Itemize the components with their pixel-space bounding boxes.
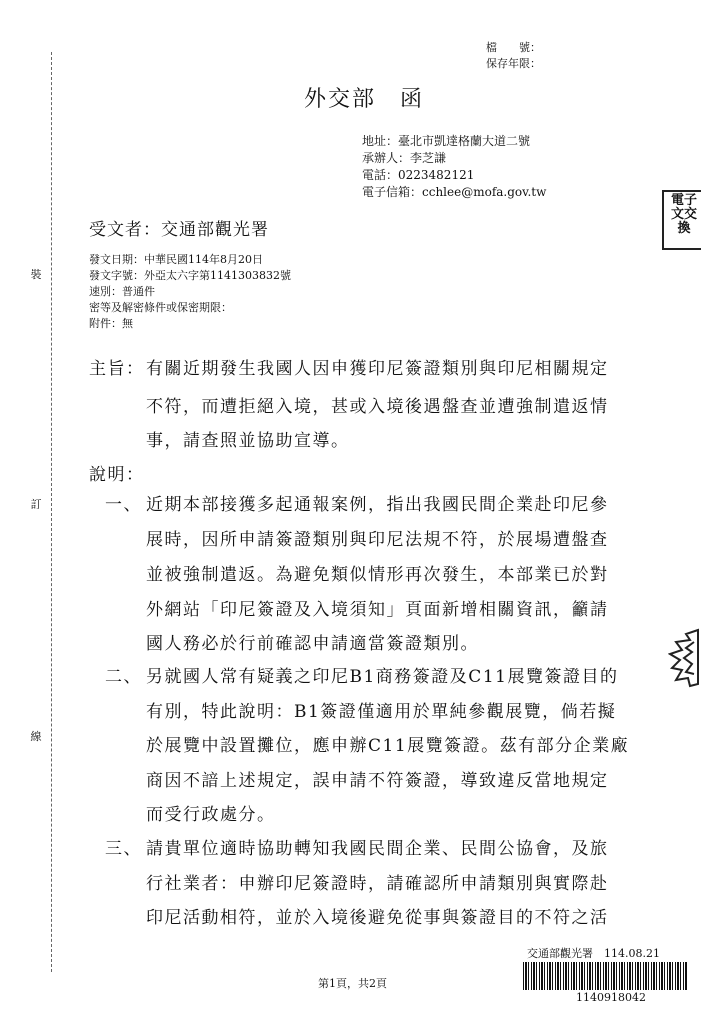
item-2-line-2: 有別，特此說明：B1簽證僅適用於單純參觀展覽，倘若擬 [146, 702, 617, 722]
item-3-number: 三、 [105, 839, 142, 859]
binding-line [51, 52, 52, 972]
item-3-line-2: 行社業者：申辦印尼簽證時，請確認所申請類別與實際赴 [146, 874, 609, 894]
item-2-line-1: 另就國人常有疑義之印尼B1商務簽證及C11展覽簽證目的 [146, 667, 619, 687]
delivery-speed: 速別：普通件 [89, 285, 155, 298]
e-document-stamp: 電子 文交 換 [662, 190, 701, 250]
item-3-line-3: 印尼活動相符，並於入境後避免從事與簽證目的不符之活 [146, 908, 609, 928]
attachment: 附件：無 [89, 317, 133, 330]
file-number-label: 檔 號： [486, 41, 541, 54]
page-number: 第1頁，共2頁 [318, 977, 387, 990]
retention-label: 保存年限： [486, 57, 541, 70]
issue-date: 發文日期：中華民國114年8月20日 [89, 253, 263, 266]
item-1-line-5: 國人務必於行前確認申請適當簽證類別。 [146, 634, 479, 654]
recipient: 受文者：交通部觀光署 [89, 220, 269, 240]
barcode [523, 962, 688, 990]
item-1-line-3: 並被強制遣返。為避免類似情形再次發生，本部業已於對 [146, 565, 609, 585]
item-1-line-1: 近期本部接獲多起通報案例，指出我國民間企業赴印尼參 [146, 495, 609, 515]
security-level: 密等及解密條件或保密期限： [89, 301, 232, 314]
sender-phone: 電話：0223482121 [362, 168, 475, 182]
item-1-line-2: 展時，因所申請簽證類別與印尼法規不符，於展場遭盤查 [146, 530, 609, 550]
item-1-line-4: 外網站「印尼簽證及入境須知」頁面新增相關資訊，籲請 [146, 600, 609, 620]
item-2-line-4: 商因不諳上述規定，誤申請不符簽證，導致違反當地規定 [146, 771, 609, 791]
sender-block [362, 133, 546, 201]
meta-block [89, 252, 291, 332]
subject-line-3: 事，請查照並協助宣導。 [146, 431, 350, 451]
item-2-line-3: 於展覽中設置攤位，應申辦C11展覽簽證。茲有部分企業廠 [146, 736, 630, 756]
subject-line-1: 有關近期發生我國人因申獲印尼簽證類別與印尼相關規定 [146, 359, 609, 379]
sender-email: 電子信箱：cchlee@mofa.gov.tw [362, 185, 547, 199]
margin-mark-xian: 線 [30, 730, 42, 743]
barcode-number: 1140918042 [576, 991, 646, 1004]
margin-mark-ding: 訂 [30, 498, 42, 511]
subject-label: 主旨： [89, 359, 145, 379]
document-number: 發文字號：外亞太六字第1141303832號 [89, 269, 291, 282]
seal-fragment-icon [668, 628, 700, 688]
item-1-number: 一、 [105, 495, 142, 515]
item-2-number: 二、 [105, 667, 142, 687]
item-2-line-5: 而受行政處分。 [146, 805, 276, 825]
sender-address: 地址：臺北市凱達格蘭大道二號 [362, 134, 531, 148]
receipt-stamp: 交通部觀光署 114.08.21 [527, 947, 660, 960]
subject-line-2: 不符，而遭拒絕入境，甚或入境後遇盤查並遭強制遣返情 [146, 397, 609, 417]
margin-mark-zhuang: 裝 [30, 268, 42, 281]
item-3-line-1: 請貴單位適時協助轉知我國民間企業、民間公協會，及旅 [146, 839, 609, 859]
explanation-label: 說明： [89, 465, 145, 485]
document-title: 外交部 函 [304, 87, 425, 112]
sender-contact: 承辦人：李芝謙 [362, 151, 447, 165]
